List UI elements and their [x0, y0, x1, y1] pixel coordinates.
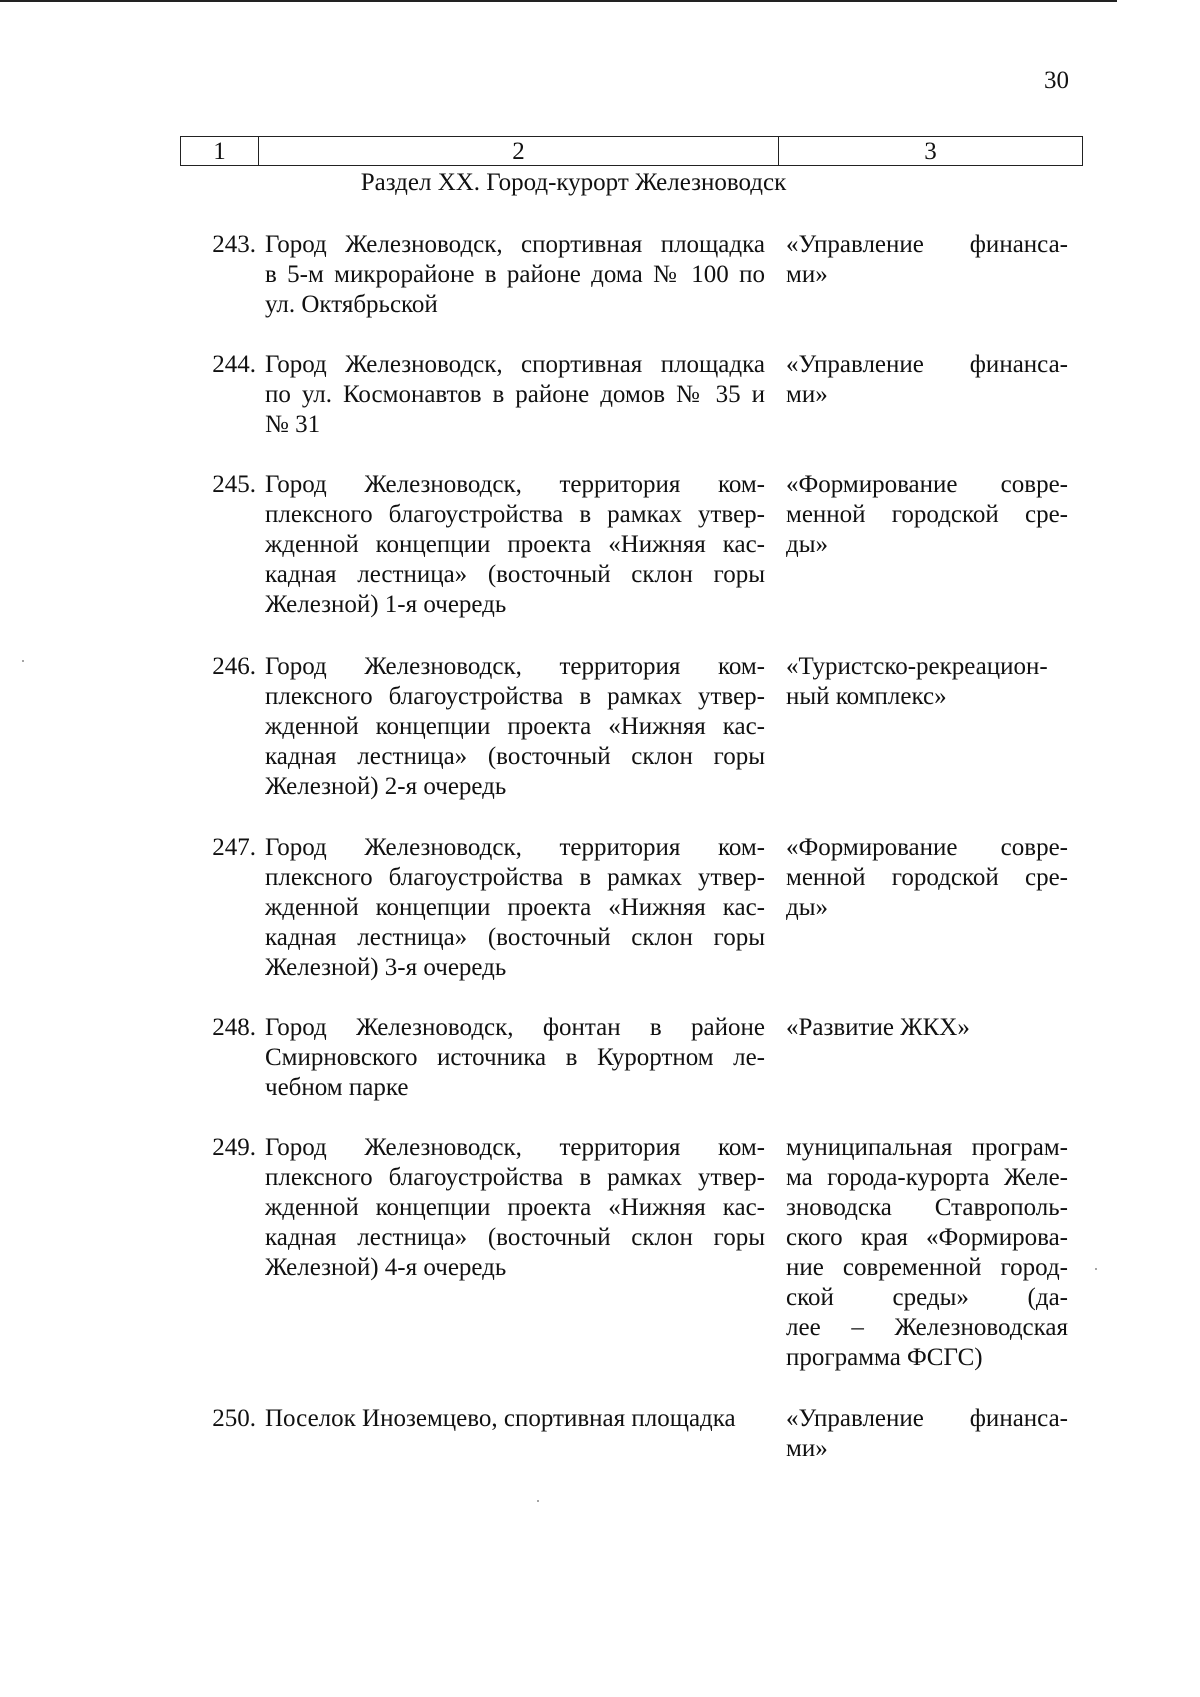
row-number: 248.: [212, 1014, 256, 1041]
description-line: Город Железноводск, территория ком-: [265, 1134, 765, 1161]
program-line: ской среды» (да-: [786, 1284, 1068, 1311]
program-name: [786, 652, 1068, 712]
program-line: ми»: [786, 1435, 828, 1462]
column-3-header: 3: [924, 137, 937, 165]
program-line: «Туристско-рекреацион-: [786, 653, 1048, 680]
description-line: жденной концепции проекта «Нижняя кас-: [265, 894, 765, 921]
program-line: ского края «Формирова-: [786, 1224, 1068, 1251]
description-line: плексного благоустройства в рамках утвер-: [265, 501, 765, 528]
object-description: [265, 1133, 765, 1283]
object-description: [265, 833, 765, 983]
row-number: 244.: [212, 351, 256, 378]
description-line: по ул. Космонавтов в районе домов № 35 и: [265, 381, 765, 408]
object-description: [265, 1404, 765, 1434]
program-line: «Формирование совре-: [786, 834, 1068, 861]
object-description: [265, 1013, 765, 1103]
program-name: [786, 1013, 1068, 1043]
description-line: плексного благоустройства в рамках утвер-: [265, 864, 765, 891]
description-line: Поселок Иноземцево, спортивная площадка: [265, 1405, 736, 1432]
description-line: Железной) 3-я очередь: [265, 954, 507, 981]
program-name: [786, 1404, 1068, 1464]
program-line: ды»: [786, 894, 829, 921]
page-number: 30: [1044, 67, 1069, 94]
description-line: № 31: [265, 411, 321, 438]
program-line: ние современной город-: [786, 1254, 1068, 1281]
column-1-header: 1: [181, 137, 259, 165]
description-line: кадная лестница» (восточный склон горы: [265, 1224, 765, 1251]
program-line: программа ФСГС): [786, 1344, 983, 1371]
description-line: Железной) 1-я очередь: [265, 591, 507, 618]
description-line: Город Железноводск, территория ком-: [265, 834, 765, 861]
program-line: ми»: [786, 261, 828, 288]
description-line: ул. Октябрьской: [265, 291, 438, 318]
object-description: [265, 652, 765, 802]
description-line: плексного благоустройства в рамках утвер-: [265, 1164, 765, 1191]
column-2-header: 2: [259, 137, 779, 165]
description-line: кадная лестница» (восточный склон горы: [265, 561, 765, 588]
top-border-line: [0, 0, 1117, 2]
description-line: жденной концепции проекта «Нижняя кас-: [265, 1194, 765, 1221]
description-line: Город Железноводск, территория ком-: [265, 471, 765, 498]
description-line: Железной) 4-я очередь: [265, 1254, 507, 1281]
program-line: «Развитие ЖКХ»: [786, 1014, 970, 1041]
row-number: 247.: [212, 834, 256, 861]
program-line: «Формирование совре-: [786, 471, 1068, 498]
program-line: «Управление финанса-: [786, 351, 1068, 378]
description-line: в 5-м микрорайоне в районе дома № 100 по: [265, 261, 765, 288]
description-line: кадная лестница» (восточный склон горы: [265, 743, 765, 770]
program-line: зноводска Ставрополь-: [786, 1194, 1068, 1221]
row-number: 250.: [212, 1405, 256, 1432]
description-line: чебном парке: [265, 1074, 409, 1101]
row-number: 243.: [212, 231, 256, 258]
program-line: «Управление финанса-: [786, 1405, 1068, 1432]
program-line: менной городской сре-: [786, 501, 1068, 528]
object-description: [265, 350, 765, 440]
program-line: муниципальная програм-: [786, 1134, 1068, 1161]
program-line: «Управление финанса-: [786, 231, 1068, 258]
description-line: Город Железноводск, фонтан в районе: [265, 1014, 765, 1041]
program-line: ма города-курорта Желе-: [786, 1164, 1068, 1191]
description-line: Город Железноводск, спортивная площадка: [265, 351, 765, 378]
program-name: [786, 1133, 1068, 1373]
description-line: жденной концепции проекта «Нижняя кас-: [265, 531, 765, 558]
scan-speck: [22, 660, 24, 662]
program-name: [786, 230, 1068, 290]
description-line: Город Железноводск, спортивная площадка: [265, 231, 765, 258]
scan-speck: [537, 1500, 539, 1502]
program-line: ды»: [786, 531, 829, 558]
description-line: Железной) 2-я очередь: [265, 773, 507, 800]
description-line: плексного благоустройства в рамках утвер-: [265, 683, 765, 710]
program-name: [786, 350, 1068, 410]
section-title: Раздел XX. Город-курорт Железноводск: [360, 169, 787, 196]
program-name: [786, 470, 1068, 560]
column-number-header: [180, 136, 1083, 166]
program-line: менной городской сре-: [786, 864, 1068, 891]
program-name: [786, 833, 1068, 923]
program-line: ный комплекс»: [786, 683, 947, 710]
program-line: лее – Железноводская: [786, 1314, 1068, 1341]
description-line: кадная лестница» (восточный склон горы: [265, 924, 765, 951]
row-number: 245.: [212, 471, 256, 498]
row-number: 249.: [212, 1134, 256, 1161]
description-line: Смирновского источника в Курортном ле-: [265, 1044, 765, 1071]
scan-speck: [1095, 1268, 1097, 1270]
object-description: [265, 470, 765, 620]
object-description: [265, 230, 765, 320]
program-line: ми»: [786, 381, 828, 408]
description-line: жденной концепции проекта «Нижняя кас-: [265, 713, 765, 740]
row-number: 246.: [212, 653, 256, 680]
description-line: Город Железноводск, территория ком-: [265, 653, 765, 680]
